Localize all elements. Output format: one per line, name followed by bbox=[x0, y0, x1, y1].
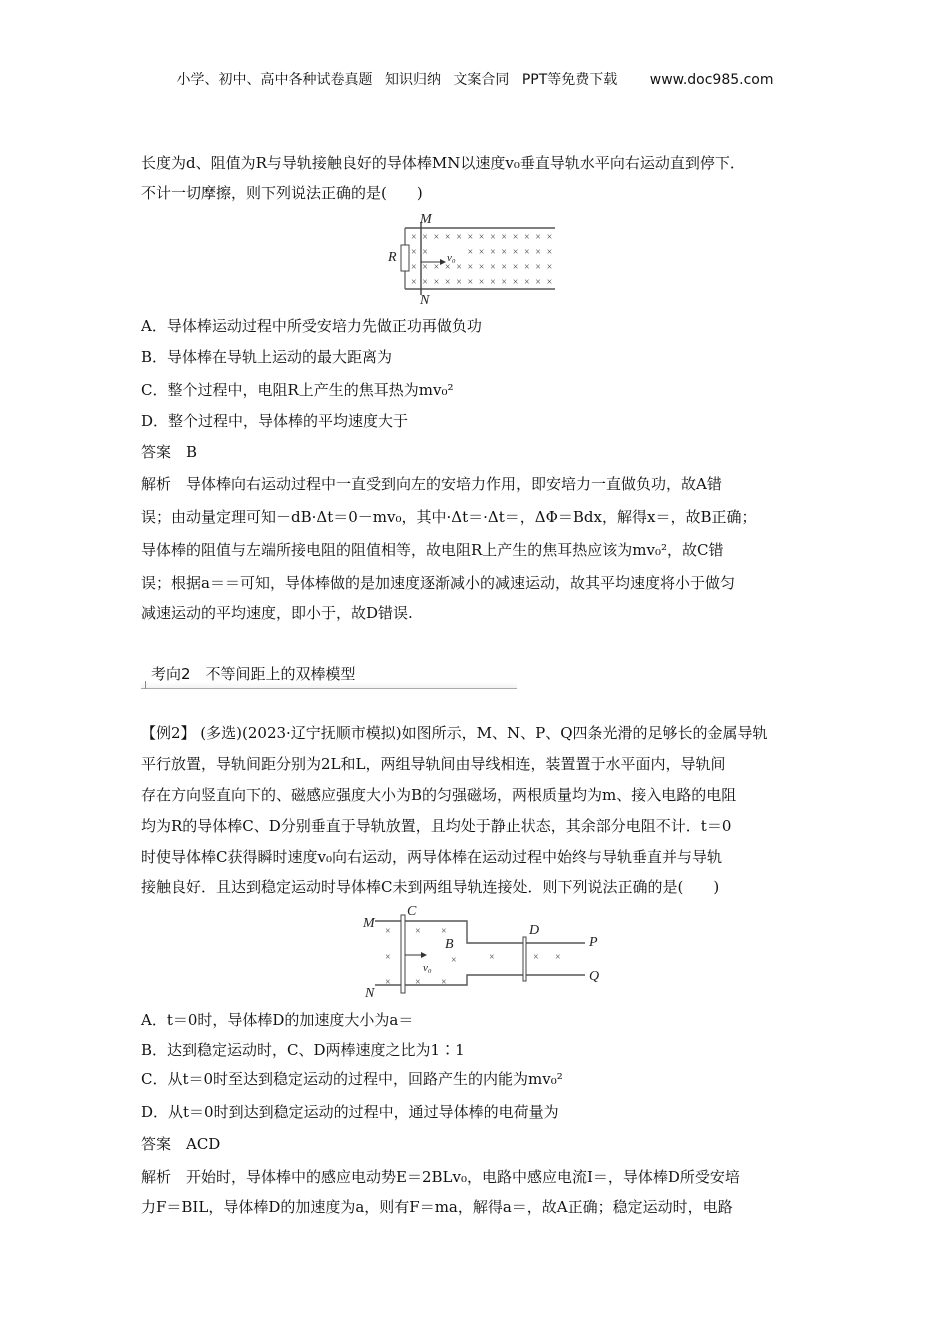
header-text: 小学、初中、高中各种试卷真题 bbox=[176, 72, 373, 88]
cross-marker: × bbox=[444, 262, 451, 273]
cross-marker: × bbox=[422, 232, 428, 243]
cross-marker: × bbox=[524, 232, 530, 243]
rod-D bbox=[523, 937, 526, 981]
section-title: 考向2 不等间距上的双棒模型 bbox=[151, 665, 356, 683]
q2-answer: 答案 ACD bbox=[141, 1135, 221, 1153]
cross-marker: × bbox=[467, 247, 474, 258]
q1-analysis: 导体棒的阻值与左端所接电阻的阻值相等，故电阻R上产生的焦耳热应该为mv₀²，故C错 bbox=[141, 541, 724, 559]
cross-marker: × bbox=[512, 277, 519, 288]
q2-analysis: 解析 开始时，导体棒中的感应电动势E＝2BLv₀，电路中感应电流I＝，导体棒D所受安培 bbox=[141, 1168, 740, 1186]
q1-analysis: 误；根据a＝＝可知，导体棒做的是加速度逐渐减小的减速运动，故其平均速度将小于做匀 bbox=[141, 574, 735, 592]
cross-marker: × bbox=[467, 277, 474, 288]
q2-stem: 平行放置，导轨间距分别为2L和L，两组导轨间由导线相连，装置置于水平面内，导轨间 bbox=[141, 755, 726, 773]
label-D: D bbox=[529, 923, 540, 938]
cross-marker: × bbox=[535, 247, 541, 258]
cross-marker: × bbox=[490, 232, 496, 243]
q2-stem: 接触良好．且达到稳定运动时导体棒C未到两组导轨连接处．则下列说法正确的是( ) bbox=[141, 878, 720, 896]
cross-marker: × bbox=[422, 262, 428, 273]
cross-marker: × bbox=[422, 247, 428, 258]
cross-marker: × bbox=[451, 955, 457, 966]
header-text: 知识归纳 bbox=[384, 72, 441, 88]
q1-option-b: B．导体棒在导轨上运动的最大距离为 bbox=[141, 348, 393, 366]
cross-marker: × bbox=[490, 247, 496, 258]
q2-stem: 【例2】 (多选)(2023·辽宁抚顺市模拟)如图所示，M、N、P、Q四条光滑的足够长的金属导轨 bbox=[141, 724, 768, 742]
q2-analysis: 力F＝BIL，导体棒D的加速度为a，则有F＝ma，解得a＝，故A正确；稳定运动时，电路 bbox=[141, 1198, 733, 1216]
cross-marker: × bbox=[478, 262, 485, 273]
cross-marker: × bbox=[444, 277, 451, 288]
cross-marker: × bbox=[524, 262, 530, 273]
section-heading bbox=[141, 660, 517, 689]
q1-option-d: D．整个过程中，导体棒的平均速度大于 bbox=[141, 412, 409, 430]
cross-marker: × bbox=[546, 232, 553, 243]
resistor bbox=[401, 245, 409, 271]
cross-marker: × bbox=[441, 977, 447, 988]
cross-marker: × bbox=[555, 952, 561, 963]
cross-marker: × bbox=[433, 277, 440, 288]
q2-option-d: D．从t＝0时到达到稳定运动的过程中，通过导体棒的电荷量为 bbox=[141, 1103, 559, 1121]
cross-marker: × bbox=[546, 262, 553, 273]
q1-rail-diagram bbox=[380, 210, 570, 305]
q1-option-c: C．整个过程中，电阻R上产生的焦耳热为mv₀² bbox=[141, 381, 454, 399]
cross-marker: × bbox=[478, 232, 485, 243]
cross-marker: × bbox=[385, 977, 391, 988]
cross-marker: × bbox=[535, 277, 541, 288]
label-C: C bbox=[407, 905, 417, 919]
cross-marker: × bbox=[456, 277, 462, 288]
q2-stem: 时使导体棒C获得瞬时速度v₀向右运动，两导体棒在运动过程中始终与导轨垂直并与导轨 bbox=[141, 848, 722, 866]
cross-marker: × bbox=[422, 277, 428, 288]
q2-option-a: A．t＝0时，导体棒D的加速度大小为a＝ bbox=[141, 1011, 414, 1029]
q1-stem: 不计一切摩擦，则下列说法正确的是( ) bbox=[141, 184, 423, 202]
cross-marker: × bbox=[501, 232, 508, 243]
cross-marker: × bbox=[501, 262, 508, 273]
cross-marker: × bbox=[512, 232, 519, 243]
q2-stem: 均为R的导体棒C、D分别垂直于导轨放置，且均处于静止状态，其余部分电阻不计．t＝0 bbox=[141, 817, 732, 835]
cross-marker: × bbox=[489, 952, 495, 963]
label-v0: v₀ bbox=[447, 252, 456, 264]
cross-marker: × bbox=[478, 247, 485, 258]
cross-marker: × bbox=[433, 262, 440, 273]
cross-marker: × bbox=[512, 262, 519, 273]
cross-marker: × bbox=[385, 952, 391, 963]
label-B: B bbox=[445, 937, 454, 952]
cross-marker: × bbox=[415, 926, 421, 937]
rod-C bbox=[401, 915, 405, 993]
q2-option-c: C．从t＝0时至达到稳定运动的过程中，回路产生的内能为mv₀² bbox=[141, 1070, 563, 1088]
q2-option-b: B．达到稳定运动时，C、D两棒速度之比为1∶1 bbox=[141, 1041, 465, 1059]
cross-marker: × bbox=[533, 952, 539, 963]
cross-marker: × bbox=[490, 262, 496, 273]
label-M: M bbox=[363, 916, 375, 931]
cross-marker: × bbox=[456, 262, 462, 273]
cross-marker: × bbox=[524, 277, 530, 288]
header-text: 文案合同 bbox=[453, 72, 510, 88]
site-header bbox=[0, 69, 950, 89]
q1-analysis: 减速运动的平均速度，即小于，故D错误. bbox=[141, 604, 413, 622]
label-v0: v₀ bbox=[423, 962, 432, 974]
cross-marker: × bbox=[524, 247, 530, 258]
cross-marker: × bbox=[546, 247, 553, 258]
cross-marker: × bbox=[490, 277, 496, 288]
cross-marker: × bbox=[456, 232, 462, 243]
label-P: P bbox=[589, 935, 598, 950]
cross-marker: × bbox=[411, 277, 417, 288]
cross-marker: × bbox=[415, 977, 421, 988]
cross-marker: × bbox=[467, 262, 474, 273]
header-link[interactable]: www.doc985.com bbox=[649, 72, 774, 88]
label-R: R bbox=[388, 250, 397, 265]
cross-marker: × bbox=[478, 277, 485, 288]
cross-marker: × bbox=[512, 247, 519, 258]
header-text: PPT等免费下载 bbox=[521, 72, 618, 88]
q2-stem: 存在方向竖直向下的、磁感应强度大小为B的匀强磁场，两根质量均为m、接入电路的电阻 bbox=[141, 786, 737, 804]
label-N: N bbox=[420, 293, 430, 305]
q1-answer: 答案 B bbox=[141, 443, 198, 461]
cross-marker: × bbox=[441, 926, 447, 937]
cross-marker: × bbox=[467, 232, 474, 243]
cross-marker: × bbox=[546, 277, 553, 288]
label-M: M bbox=[420, 212, 432, 227]
cross-marker: × bbox=[444, 232, 451, 243]
cross-marker: × bbox=[535, 262, 541, 273]
q1-option-a: A．导体棒运动过程中所受安培力先做正功再做负功 bbox=[141, 317, 482, 335]
cross-marker: × bbox=[433, 232, 440, 243]
cross-marker: × bbox=[411, 247, 417, 258]
q1-analysis: 解析 导体棒向右运动过程中一直受到向左的安培力作用，即安培力一直做负功，故A错 bbox=[141, 475, 722, 493]
cross-marker: × bbox=[385, 926, 391, 937]
cross-marker: × bbox=[535, 232, 541, 243]
field-markers bbox=[411, 232, 552, 288]
q2-rail-diagram bbox=[355, 905, 605, 1000]
cross-marker: × bbox=[501, 277, 508, 288]
q1-stem: 长度为d、阻值为R与导轨接触良好的导体棒MN以速度v₀垂直导轨水平向右运动直到停下． bbox=[141, 154, 745, 172]
cross-marker: × bbox=[411, 262, 417, 273]
label-N: N bbox=[365, 986, 375, 1000]
cross-marker: × bbox=[411, 232, 417, 243]
q1-analysis: 误；由动量定理可知－dB·Δt＝0－mv₀，其中·Δt＝·Δt＝，ΔΦ＝Bdx，解得x＝，故B正确； bbox=[141, 508, 757, 526]
label-Q: Q bbox=[589, 969, 600, 984]
cross-marker: × bbox=[501, 247, 508, 258]
